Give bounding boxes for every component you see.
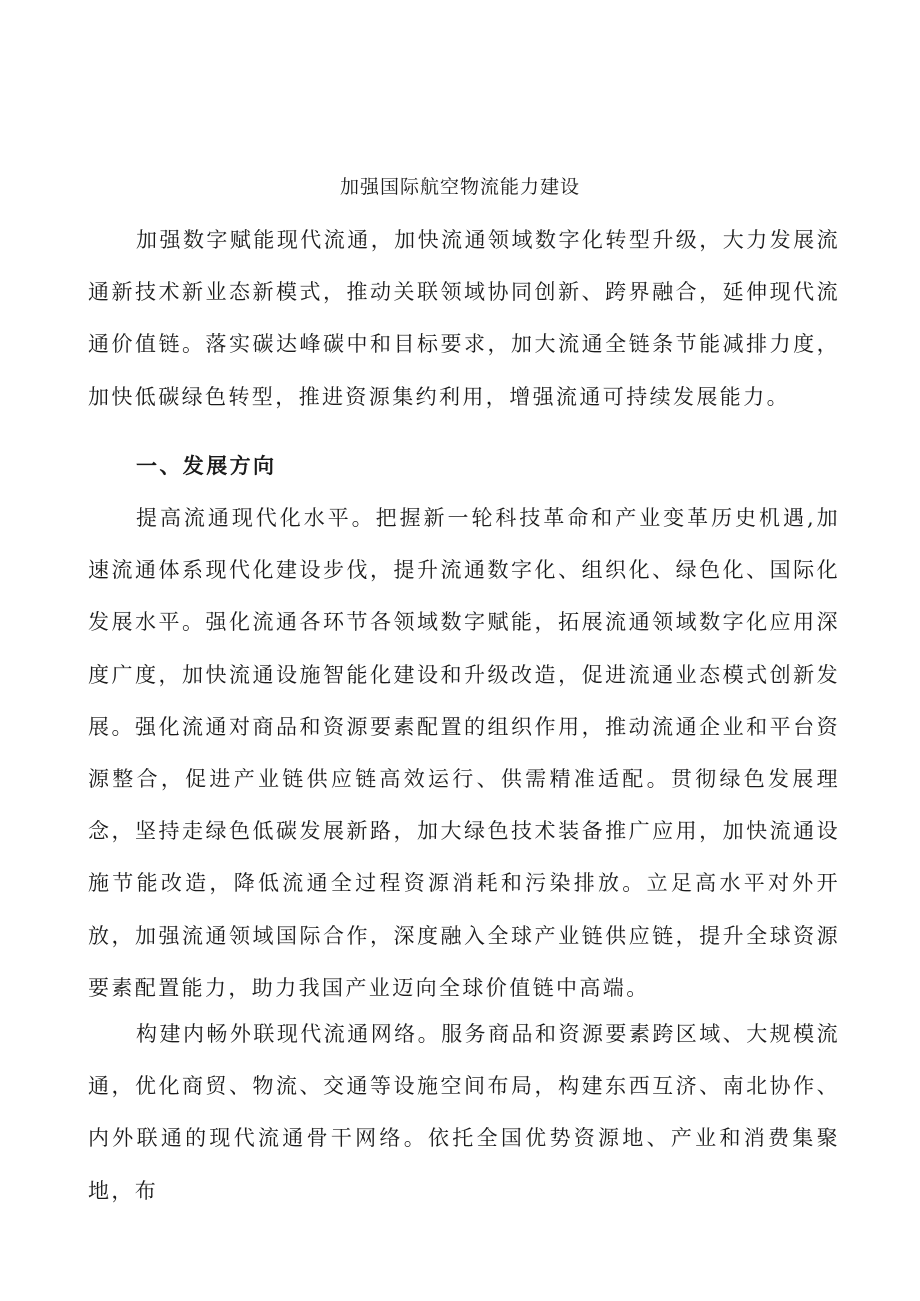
- paragraph-modernization: 提高流通现代化水平。把握新一轮科技革命和产业变革历史机遇,加速流通体系现代化建设步伐，提升流通数字化、组织化、绿色化、国际化发展水平。强化流通各环节各领域数字赋能，拓展流通领域数字化应用深度广度，加快流通设施智能化建设和升级改造，促进流通业态模式创新发展。强化流通对商品和资源要素配置的组织作用，推动流通企业和平台资源整合，促进产业链供应链高效运行、供需精准适配。贯彻绿色发展理念，坚持走绿色低碳发展新路，加大绿色技术装备推广应用，加快流通设施节能改造，降低流通全过程资源消耗和污染排放。立足高水平对外开放，加强流通领域国际合作，深度融入全球产业链供应链，提升全球资源要素配置能力，助力我国产业迈向全球价值链中高端。: [88, 506, 840, 1000]
- paragraph-network: 构建内畅外联现代流通网络。服务商品和资源要素跨区域、大规模流通，优化商贸、物流、交通等设施空间布局，构建东西互济、南北协作、内外联通的现代流通骨干网络。依托全国优势资源地、产业和消费集聚地，布: [88, 1022, 840, 1203]
- section-heading: 一、发展方向: [136, 453, 277, 478]
- document-title: 加强国际航空物流能力建设: [339, 176, 580, 198]
- paragraph-intro: 加强数字赋能现代流通，加快流通领域数字化转型升级，大力发展流通新技术新业态新模式，推动关联领域协同创新、跨界融合，延伸现代流通价值链。落实碳达峰碳中和目标要求，加大流通全链条节能减排力度，加快低碳绿色转型，推进资源集约利用，增强流通可持续发展能力。: [88, 228, 840, 409]
